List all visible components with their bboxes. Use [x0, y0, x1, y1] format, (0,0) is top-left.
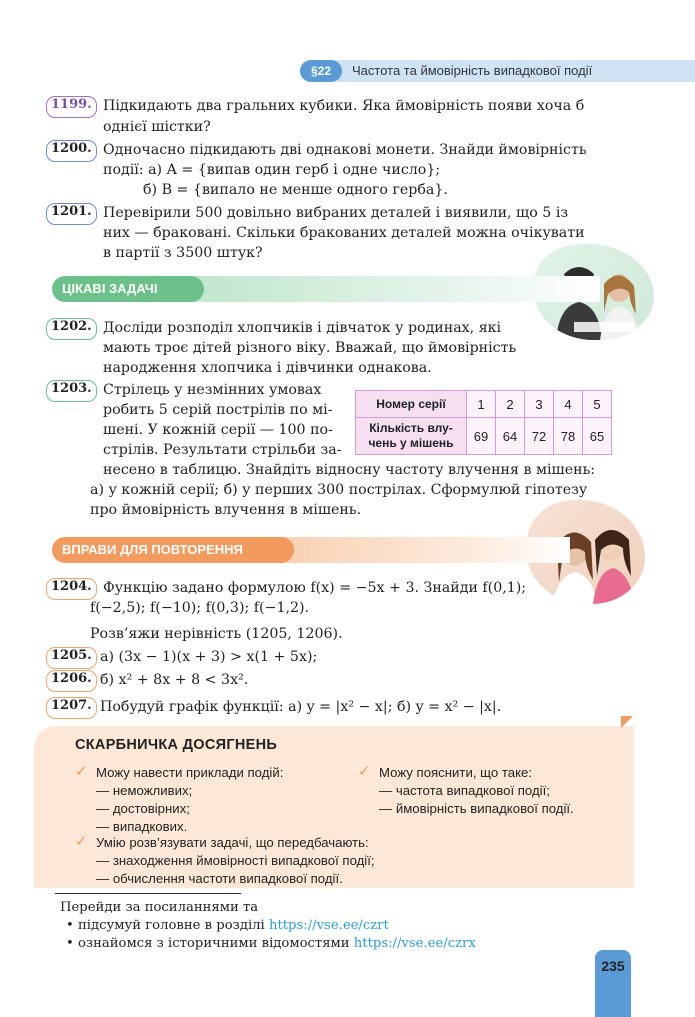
problem-number-1199: 1199. — [46, 96, 97, 118]
table-cell: 72 — [525, 418, 554, 455]
table-cell: 65 — [583, 418, 612, 455]
problem-1204-line1: Функцію задано формулою f(x) = −5x + 3. Знайди f(0,1); — [103, 580, 527, 596]
problem-1201-line1: Перевірили 500 довільно вибраних деталей і виявили, що 5 із — [103, 205, 569, 221]
problem-1203-line1: Стрілець у незмінних умовах — [103, 382, 322, 398]
achievement-left1-item: — випадкових. — [96, 819, 188, 834]
check-icon: ✓ — [75, 762, 88, 780]
banner-interesting: ЦІКАВІ ЗАДАЧІ — [52, 276, 204, 302]
problem-number-1204: 1204. — [46, 578, 97, 600]
achievement-left1-item: — неможливих; — [96, 783, 193, 798]
problem-number-1207: 1207. — [46, 697, 97, 719]
problem-number-1205: 1205. — [46, 647, 97, 669]
table-row — [356, 391, 612, 418]
table-cell: 4 — [554, 391, 583, 418]
problem-number-1202: 1202. — [46, 318, 97, 340]
link-czrx[interactable]: https://vse.ee/czrx — [353, 936, 476, 951]
problem-1202-line3: народження хлопчика і дівчинки однакова. — [103, 360, 432, 376]
problem-1203-line5: несено в таблицю. Знайдіть відносну частоту влучення в мішень: — [103, 462, 596, 478]
bullet: • — [66, 918, 78, 933]
table-header-hits: Кількість влу- чень у мішень — [356, 418, 467, 455]
problem-1203-line6: а) у кожній серії; б) у перших 300 пострілах. Сформулюй гіпотезу — [90, 482, 588, 498]
table-cell: 1 — [467, 391, 496, 418]
link-item-1-text: підсумуй головне в розділі — [77, 918, 265, 933]
table-cell: 69 — [467, 418, 496, 455]
achievement-right1: Можу пояснити, що таке: — [379, 765, 532, 780]
solve-inequality-intro: Розв’яжи нерівність (1205, 1206). — [90, 626, 343, 642]
achievement-left1: Можу навести приклади подій: — [96, 765, 284, 780]
problem-1201-line3: в партії з 3500 штук? — [103, 245, 263, 261]
problem-1204-line2: f(−2,5); f(−10); f(0,3); f(−1,2). — [90, 600, 310, 616]
link-item-2 — [66, 936, 476, 951]
check-icon: ✓ — [75, 832, 88, 850]
achievement-right1-item: — ймовірність випадкової події. — [379, 801, 574, 816]
link-item-1 — [66, 918, 389, 933]
shooting-results-table — [355, 390, 612, 455]
problem-1202-line2: мають троє дітей різного віку. Вважай, що ймовірність — [103, 340, 517, 356]
banner-review: ВПРАВИ ДЛЯ ПОВТОРЕННЯ — [52, 537, 294, 563]
table-cell: 3 — [525, 391, 554, 418]
achievement-left2-item: — знаходження ймовірності випадкової події; — [96, 853, 375, 868]
table-cell: 78 — [554, 418, 583, 455]
achievement-left2: Умію розв’язувати задачі, що передбачають: — [96, 835, 369, 850]
page-number: 235 — [601, 958, 625, 974]
problem-1203-line7: про ймовірність влучення в мішень. — [90, 502, 362, 518]
problem-number-1201: 1201. — [46, 203, 97, 225]
banner-review-fade — [270, 537, 570, 563]
footnote-divider — [55, 893, 241, 894]
section-number: §22 — [300, 60, 342, 82]
problem-1207-text: Побудуй графік функції: а) y = |x² − x|; б) y = x² − |x|. — [100, 699, 502, 715]
link-item-2-text: ознайомся з історичними відомостями — [77, 936, 350, 951]
problem-1199-line1: Підкидають два гральних кубики. Яка ймовірність появи хоча б — [103, 98, 585, 114]
problem-1200-line1: Одночасно підкидають дві однакові монети. Знайди ймовірність — [103, 142, 587, 158]
problem-1199-line2: однієї шістки? — [103, 119, 211, 135]
problem-1203-line4: стрілів. Результати стрільби за- — [103, 442, 342, 458]
problem-1201-line2: них — браковані. Скільки бракованих деталей можна очікувати — [103, 225, 585, 241]
achievements-title: СКАРБНИЧКА ДОСЯГНЕНЬ — [75, 737, 278, 753]
problem-1203-line2: робить 5 серій пострілів по мі- — [103, 402, 333, 418]
banner-interesting-fade — [180, 276, 600, 302]
achievement-right1-item: — частота випадкової події; — [379, 783, 550, 798]
problem-1203-line3: шені. У кожній серії — 100 по- — [103, 422, 333, 438]
problem-1202-line1: Досліди розподіл хлопчиків і дівчаток у родинах, які — [103, 320, 502, 336]
table-row — [356, 418, 612, 455]
check-icon: ✓ — [358, 762, 371, 780]
problem-number-1206: 1206. — [46, 670, 97, 692]
table-header-series: Номер серії — [356, 391, 467, 418]
problem-1206-text: б) x² + 8x + 8 < 3x². — [100, 672, 249, 688]
section-title: Частота та ймовірність випадкової події — [352, 63, 593, 78]
problem-number-1200: 1200. — [46, 140, 97, 162]
links-intro: Перейди за посиланнями та — [60, 900, 259, 915]
table-cell: 5 — [583, 391, 612, 418]
table-cell: 64 — [496, 418, 525, 455]
problem-1200-line3: б) B = {випало не менше одного герба}. — [143, 182, 448, 198]
problem-1200-line2: події: а) A = {випав один герб і одне число}; — [103, 162, 441, 178]
problem-1205-text: а) (3x − 1)(x + 3) > x(1 + 5x); — [100, 649, 318, 665]
achievement-left2-item: — обчислення частоти випадкової події. — [96, 871, 343, 886]
link-czrt[interactable]: https://vse.ee/czrt — [268, 918, 389, 933]
achievement-left1-item: — достовірних; — [96, 801, 190, 816]
achievements-corner-mark — [621, 716, 633, 728]
bullet: • — [66, 936, 78, 951]
problem-number-1203: 1203. — [46, 380, 97, 402]
table-cell: 2 — [496, 391, 525, 418]
